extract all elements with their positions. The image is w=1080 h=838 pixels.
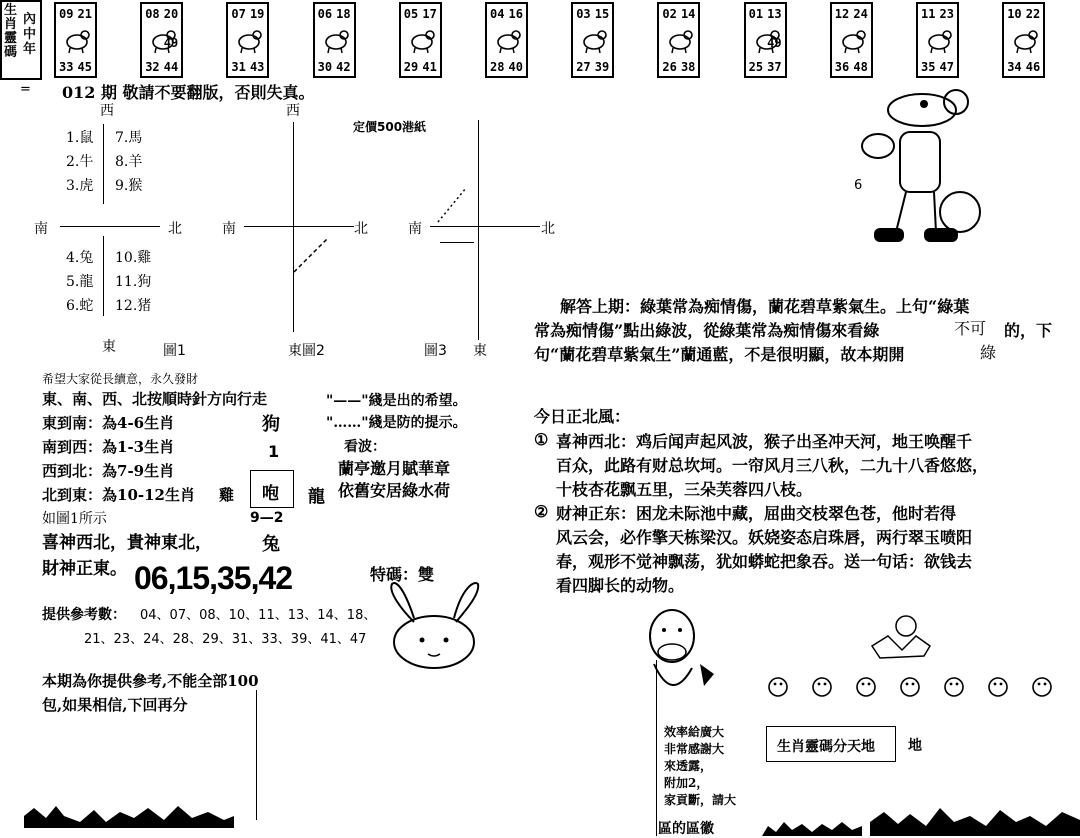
chick-icon: [1030, 672, 1054, 698]
cell-number-top-right: 17: [422, 7, 437, 21]
fig2-horizontal: [244, 226, 354, 227]
table-top-col2: 7.馬 8.羊 9.猴: [115, 130, 143, 194]
rabbit-icon: [323, 26, 349, 54]
wind-p1: 喜神西北：鸡后闻声起风波，猴子出圣冲天河，地王唤醒千 百众，此路有财总坎坷。一帘风月三八秋，二九十八香悠悠， 十枝杏花飘五里，三朵芙蓉四八枝。: [556, 432, 989, 499]
cell-number-bottom-left: 27: [576, 60, 591, 74]
puzzle-top: 狗: [262, 414, 280, 435]
gods-line-1: 喜神西北，貴神東北，: [42, 533, 212, 553]
key-numbers: 06,15,35,42: [134, 560, 293, 596]
footer-note-1: 本期為你提供參考,不能全部100: [42, 672, 259, 690]
fig2-east: 東: [288, 343, 302, 359]
puzzle-nine-two: 9—2: [250, 510, 284, 526]
answer-line-2-end: 的，下: [1004, 321, 1053, 340]
gods-line-2: 財神正東。: [42, 559, 127, 579]
fig3-dashed-arrow: [436, 186, 472, 226]
cell-number-top-right: 20: [163, 7, 179, 21]
table-bottom-col1: 4.兔 5.龍 6.蛇: [66, 250, 94, 314]
fig3-vertical: [478, 120, 479, 340]
rule-north-east: 北到東：為10-12生肖: [42, 486, 195, 504]
cell-number-bottom-left: 28: [490, 60, 505, 74]
cell-number-bottom-right: 41: [422, 60, 437, 74]
fig1-caption: 圖1: [163, 343, 186, 359]
zodiac-cell: [399, 2, 442, 78]
cell-number-bottom-right: 48: [853, 60, 868, 74]
cell-number-top-right: 21: [77, 7, 92, 21]
legend-solid: "——"綫是出的希望。: [326, 393, 467, 409]
side-title-right: 內 中 年: [23, 12, 37, 57]
wish-line: 希望大家從長續意，永久發財: [42, 372, 199, 386]
cell-number-bottom-right: 40: [508, 60, 523, 74]
watch-label: 看波：: [344, 439, 386, 455]
chick-row: [766, 672, 1066, 702]
cell-number-top-left: 06: [317, 7, 333, 21]
cell-number-bottom-right: 38: [680, 60, 696, 74]
cell-number-top-right: 18: [336, 7, 351, 21]
dragon-icon: [409, 26, 435, 54]
fig2-west: 西: [286, 103, 300, 119]
snake-icon: [495, 26, 521, 54]
price-label: 定價500港紙: [353, 120, 427, 134]
wind-p2-number: ②: [534, 502, 549, 521]
fig1-divider-top: [103, 124, 104, 204]
chick-egg-cartoon: [868, 606, 948, 662]
egg-icon: [810, 672, 834, 698]
cell-number-top-right: 15: [594, 7, 610, 21]
decor-wave-right: [870, 792, 1080, 836]
cell-number-top-right: 19: [249, 7, 265, 21]
bottom-caption: 區的區徽: [658, 821, 714, 837]
cell-number-bottom-right: 45: [77, 60, 92, 74]
cell-number-bottom-left: 32: [145, 60, 160, 74]
cell-number-bottom-left: 35: [921, 60, 936, 74]
cell-number-top-right: 14: [680, 7, 696, 21]
cell-number-top-left: 03: [576, 7, 591, 21]
fig3-caption: 圖3: [424, 343, 447, 359]
table-top-col1: 1.鼠 2.牛 3.虎: [66, 130, 94, 194]
zodiac-cell: [226, 2, 269, 78]
wind-title: 今日正北風：: [534, 407, 631, 426]
fig1-axis: [60, 226, 160, 227]
cell-number-top-right: 24: [853, 7, 868, 21]
horse-icon: [581, 26, 607, 54]
fig2-north: 北: [354, 221, 368, 237]
chick-icon: [766, 672, 790, 698]
issue-prefix: =: [20, 82, 31, 97]
cell-number-top-right: 16: [508, 7, 523, 21]
cell-number-top-left: 11: [921, 7, 936, 21]
fig2-south: 南: [222, 221, 236, 237]
rat-icon: [64, 26, 90, 54]
poem-line-2: 依舊安居綠水荷: [338, 481, 451, 500]
cell-number-bottom-left: 33: [59, 60, 74, 74]
cell-number-bottom-right: 42: [336, 60, 351, 74]
badge-box: [766, 726, 896, 762]
side-title: [0, 0, 42, 80]
cell-number-top-right: 13: [767, 7, 782, 21]
puzzle-box-char: 咆: [262, 484, 279, 504]
reference-label: 提供參考數：: [42, 607, 126, 623]
fig1-south: 南: [34, 221, 48, 237]
fig3-south: 南: [408, 221, 422, 237]
fig1-west: 西: [100, 103, 114, 119]
issue-line: 012 期 敬請不要翻版，否則失真。: [62, 83, 315, 102]
pig-icon: [1012, 26, 1038, 54]
fig2-dashed-arrow: [292, 236, 332, 276]
cell-number-bottom-left: 25: [748, 60, 764, 74]
cell-number-bottom-right: 47: [939, 60, 954, 74]
zodiac-cell: [830, 2, 873, 78]
fig3-horizontal: [430, 226, 540, 227]
zodiac-cell: [140, 2, 183, 78]
wind-p1-number: ①: [534, 430, 549, 449]
poem-line-1: 蘭亭邀月賦華章: [338, 459, 451, 478]
fig3-north: 北: [541, 221, 555, 237]
zodiac-cell: [916, 2, 959, 78]
cell-number-bottom-left: 31: [231, 60, 246, 74]
rooster-icon: [840, 26, 866, 54]
rule-south-west: 南到西：為1-3生肖: [42, 438, 175, 456]
cell-number-bottom-right: 46: [1025, 60, 1041, 74]
badge-text: 生肖靈碼分天地: [777, 739, 875, 755]
answer-line-2-insert: 不可: [954, 319, 987, 338]
ox-icon: [150, 26, 179, 54]
cell-number-middle: 49: [163, 36, 179, 50]
decor-wave-left: [24, 788, 234, 828]
zodiac-cell: [657, 2, 700, 78]
rat-cartoon: [840, 82, 990, 252]
rule-west-north: 西到北：為7-9生肖: [42, 462, 175, 480]
answer-line-1: 解答上期：綠葉常為痴情傷，蘭花碧草紫氣生。上句“綠葉: [560, 297, 970, 316]
cell-number-top-left: 12: [834, 7, 850, 21]
fig2-vertical: [293, 122, 294, 332]
cell-number-top-left: 01: [748, 7, 764, 21]
rabbit-cartoon: [374, 578, 504, 670]
rule-east-south: 東到南：為4-6生肖: [42, 414, 175, 432]
dog-icon: [926, 26, 952, 54]
rat-jersey-number: 6: [854, 178, 863, 193]
decor-wave-mid: [762, 812, 862, 836]
puzzle-bottom: 兔: [262, 534, 280, 555]
direction-line: 東、南、西、北按順時針方向行走: [42, 390, 268, 408]
zodiac-cell: [54, 2, 97, 78]
cell-number-bottom-right: 43: [249, 60, 265, 74]
cell-number-bottom-left: 36: [834, 60, 850, 74]
cell-number-top-right: 22: [1025, 7, 1041, 21]
special-code: 特碼：雙: [370, 565, 435, 584]
answer-line-3: 句“蘭花碧草紫氣生”蘭通藍，不是很明顯，故本期開: [534, 345, 905, 364]
example-note: 如圖1所示: [42, 511, 107, 527]
note-divider: [656, 660, 657, 836]
cell-number-bottom-right: 37: [767, 60, 782, 74]
egg-icon: [898, 672, 922, 698]
cell-number-top-right: 23: [939, 7, 954, 21]
footer-note-2: 包,如果相信,下回再分: [42, 696, 188, 714]
chick-icon: [854, 672, 878, 698]
zodiac-cell: [313, 2, 356, 78]
puzzle-right: 龍: [308, 487, 325, 507]
puzzle-one: 1: [268, 442, 280, 461]
legend-dotted: "……"綫是防的提示。: [326, 415, 467, 431]
cell-number-top-left: 05: [403, 7, 419, 21]
puzzle-box: [250, 470, 294, 508]
cell-number-bottom-right: 39: [594, 60, 610, 74]
cell-number-bottom-left: 29: [403, 60, 419, 74]
zodiac-cell: [485, 2, 528, 78]
cell-number-bottom-right: 44: [163, 60, 179, 74]
fig1-divider-bottom: [103, 236, 104, 316]
fig3-east: 東: [473, 343, 487, 359]
zodiac-cell: [1002, 2, 1045, 78]
tiger-icon: [236, 26, 262, 54]
small-note: 效率給廣大 非常感謝大 來透露， 附加2， 家貢斷，請大: [664, 725, 737, 807]
reference-numbers-1: 04、07、08、10、11、13、14、18、: [140, 608, 377, 623]
cow-cartoon: [630, 600, 722, 710]
chick-icon: [942, 672, 966, 698]
cell-number-top-left: 08: [145, 7, 160, 21]
fig1-east: 東: [102, 339, 116, 355]
wind-p2: 财神正东：困龙未际池中藏，屈曲交枝翠色苍，他时若得 风云会，必作擎天栋梁汉。妖娆姿态启珠唇，两行翠玉喷阳 春，观形不觉神飘荡，犹如蟒蛇把象吞。送一句话：欲钱去 看四脚长的动物。: [556, 504, 973, 595]
badge-side-char: 地: [908, 738, 922, 754]
table-bottom-col2: 10.雞 11.狗 12.猪: [115, 250, 152, 314]
cell-number-top-left: 10: [1007, 7, 1022, 21]
cell-number-bottom-left: 34: [1007, 60, 1022, 74]
cell-number-top-left: 02: [662, 7, 677, 21]
fig3-solid-mark: [440, 242, 474, 243]
fig1-north: 北: [168, 221, 182, 237]
answer-line-3-end: 綠: [980, 343, 997, 362]
sheep-icon: [667, 26, 693, 54]
answer-line-2: 常為痴情傷”點出綠波，從綠葉常為痴情傷來看綠: [534, 321, 880, 340]
side-title-left: 生 肖 靈 碼: [4, 3, 18, 60]
cell-number-top-left: 04: [490, 7, 505, 21]
fig2-caption: 圖2: [302, 343, 325, 359]
zodiac-cell: [744, 2, 787, 78]
cell-number-bottom-left: 26: [662, 60, 677, 74]
rule-north-east-animal: 雞: [219, 486, 235, 504]
cell-number-middle: 49: [767, 36, 782, 50]
cell-number-bottom-left: 30: [317, 60, 333, 74]
egg-icon: [986, 672, 1010, 698]
cell-number-top-left: 09: [59, 7, 74, 21]
zodiac-cell: [571, 2, 614, 78]
cell-number-top-left: 07: [231, 7, 246, 21]
reference-numbers-2: 21、23、24、28、29、31、33、39、41、47: [84, 632, 367, 647]
monkey-icon: [754, 26, 780, 54]
footer-divider: [256, 690, 257, 820]
